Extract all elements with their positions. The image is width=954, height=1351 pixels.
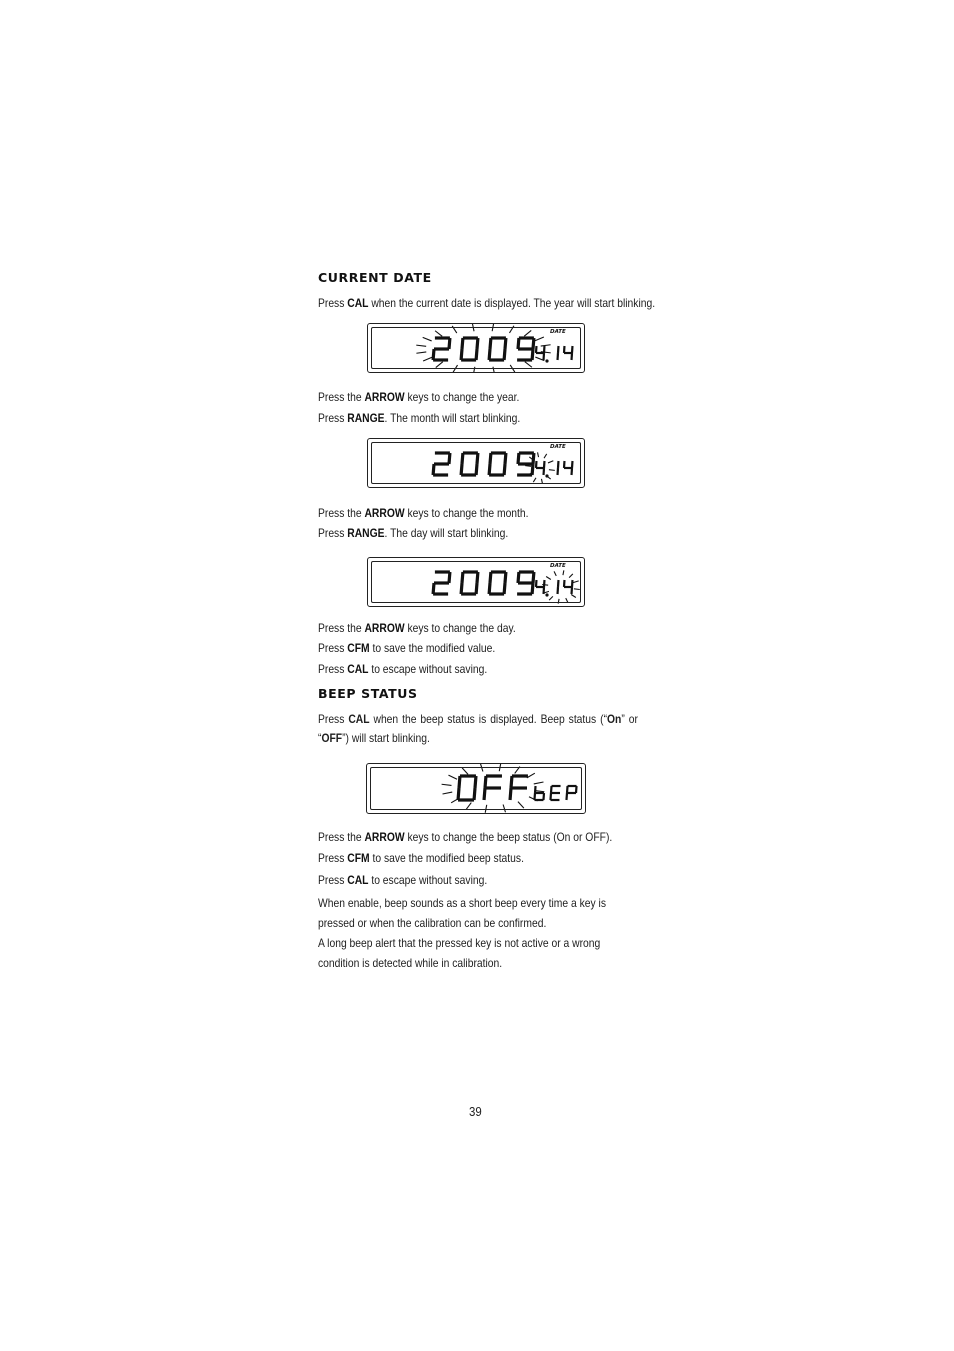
step-month-line-2 xyxy=(318,526,508,540)
blink-ray xyxy=(473,367,474,372)
digit-segment xyxy=(477,572,478,583)
text: Press the xyxy=(318,506,365,520)
page-number: 39 xyxy=(469,1104,482,1119)
digit-segment xyxy=(449,338,450,349)
key-name: CFM xyxy=(347,851,370,865)
decimal-point xyxy=(545,359,548,362)
beep-step-line-3 xyxy=(318,873,487,887)
text: Press the xyxy=(318,390,365,404)
blink-ray xyxy=(448,775,457,779)
text: when the beep status is displayed. Beep status (“ xyxy=(369,712,608,726)
lcd-date-tag: DATE xyxy=(550,563,566,569)
blink-ray xyxy=(492,324,493,331)
blink-ray xyxy=(527,473,532,475)
blink-ray xyxy=(525,362,532,368)
digit-segment xyxy=(489,464,490,475)
digit-segment xyxy=(490,453,491,464)
digit-segment xyxy=(505,453,506,464)
digit-segment xyxy=(504,583,505,594)
blink-ray xyxy=(451,798,459,803)
blink-ray xyxy=(416,352,426,353)
blink-ray xyxy=(558,599,559,604)
key-name: ARROW xyxy=(364,390,405,404)
text: to escape without saving. xyxy=(368,662,488,676)
section-heading-beep-status: BEEP STATUS xyxy=(318,686,418,701)
key-name: On xyxy=(607,712,622,726)
blink-ray xyxy=(435,331,442,337)
blink-ray xyxy=(549,596,553,600)
text: . The day will start blinking. xyxy=(384,526,509,540)
blink-ray xyxy=(546,476,550,479)
key-name: ARROW xyxy=(364,621,405,635)
digit-segment xyxy=(433,583,434,594)
key-name: OFF xyxy=(321,731,343,745)
blink-ray xyxy=(443,792,453,794)
digit-segment xyxy=(567,786,568,793)
step-year-line-1 xyxy=(318,390,519,404)
digit-segment xyxy=(518,338,519,349)
digit-segment xyxy=(518,572,519,583)
digit-segment xyxy=(485,776,486,788)
digit-segment xyxy=(533,572,534,583)
blink-ray xyxy=(525,466,531,467)
blink-ray xyxy=(485,805,486,813)
key-name: CAL xyxy=(348,712,370,726)
decimal-point xyxy=(545,474,548,477)
digit-segment xyxy=(461,583,462,594)
blink-ray xyxy=(527,773,535,778)
blink-ray xyxy=(535,357,544,361)
digit-segment xyxy=(505,572,506,583)
digit-segment xyxy=(534,793,535,800)
current-date-intro xyxy=(318,296,655,310)
key-name: ARROW xyxy=(364,830,405,844)
text: Press xyxy=(318,296,348,310)
blink-ray xyxy=(542,584,548,585)
step-year-line-2 xyxy=(318,411,520,425)
digit-segment xyxy=(489,349,490,360)
digit-segment xyxy=(551,786,552,793)
blink-ray xyxy=(423,337,432,341)
blink-ray xyxy=(554,571,556,575)
blink-ray xyxy=(481,764,483,771)
blink-ray xyxy=(573,581,579,583)
beep-status-intro xyxy=(318,710,638,748)
digit-segment xyxy=(532,583,533,594)
section-heading-current-date: CURRENT DATE xyxy=(318,270,432,285)
digit-segment xyxy=(566,793,567,800)
blink-ray xyxy=(515,767,520,774)
blink-ray xyxy=(544,454,547,458)
blink-ray xyxy=(453,365,457,372)
digit-segment xyxy=(533,338,534,349)
blink-ray xyxy=(462,768,468,774)
digit-segment xyxy=(433,349,434,360)
text: Press xyxy=(318,411,348,425)
lcd-date-tag: DATE xyxy=(550,329,566,335)
digit-segment xyxy=(490,572,491,583)
lcd-date-tag: DATE xyxy=(550,444,566,450)
digit-segment xyxy=(449,453,450,464)
digit-segment xyxy=(474,788,475,800)
digit-segment xyxy=(489,583,490,594)
blink-ray xyxy=(452,326,457,333)
digit-segment xyxy=(462,338,463,349)
text: Press the xyxy=(318,621,365,635)
lcd-display-month-blinking xyxy=(367,438,585,488)
beep-note-2: A long beep alert that the pressed key is not active or a wrong condition is detected while in calibration. xyxy=(318,936,601,970)
blink-ray xyxy=(541,345,551,346)
digit-segment xyxy=(504,464,505,475)
digit-segment xyxy=(477,338,478,349)
beep-step-line-2 xyxy=(318,851,524,865)
text: Press xyxy=(318,712,349,726)
digit-segment xyxy=(484,788,485,800)
beep-note-1: When enable, beep sounds as a short beep every time a key is pressed or when the calibration can be confirmed. xyxy=(318,896,606,930)
blink-ray xyxy=(442,784,452,785)
beep-step-line-1 xyxy=(318,830,612,844)
digit-segment xyxy=(576,786,577,793)
step-day-line-3 xyxy=(318,662,487,676)
key-name: RANGE xyxy=(347,526,385,540)
blink-ray xyxy=(529,797,538,801)
digit-segment xyxy=(504,349,505,360)
blink-ray xyxy=(574,589,580,590)
digit-segment xyxy=(511,776,512,788)
text: when the current date is displayed. The year will start blinking. xyxy=(368,296,656,310)
blink-ray xyxy=(569,574,573,578)
digit-segment xyxy=(462,453,463,464)
blink-ray xyxy=(472,324,474,331)
lcd-display-day-blinking xyxy=(367,557,585,607)
digit-segment xyxy=(459,776,460,788)
decimal-point xyxy=(545,593,548,596)
key-name: ARROW xyxy=(364,506,405,520)
step-day-line-2 xyxy=(318,641,495,655)
digit-segment xyxy=(475,776,476,788)
blink-ray xyxy=(538,452,539,457)
text: Press xyxy=(318,873,348,887)
blink-ray xyxy=(518,802,524,808)
blink-ray xyxy=(549,470,555,471)
blink-ray xyxy=(509,326,513,333)
digit-segment xyxy=(476,583,477,594)
lcd-display-year-blinking xyxy=(367,323,585,373)
key-name: CAL xyxy=(347,662,369,676)
digit-segment xyxy=(510,788,511,800)
blink-ray xyxy=(436,362,443,368)
step-month-line-1 xyxy=(318,506,529,520)
digit-segment xyxy=(458,788,459,800)
blink-ray xyxy=(503,805,505,813)
digit-segment xyxy=(476,349,477,360)
blink-ray xyxy=(541,479,542,484)
digit-segment xyxy=(550,793,551,800)
blink-ray xyxy=(563,570,564,575)
digit-segment xyxy=(461,464,462,475)
digit-segment xyxy=(449,572,450,583)
step-day-line-1 xyxy=(318,621,516,635)
key-name: RANGE xyxy=(347,411,385,425)
digit-segment xyxy=(461,349,462,360)
blink-ray xyxy=(548,461,553,463)
blink-ray xyxy=(566,598,568,602)
blink-ray xyxy=(510,365,515,372)
blink-ray xyxy=(533,478,536,482)
digit-segment xyxy=(462,572,463,583)
blink-ray xyxy=(535,791,545,792)
blink-ray xyxy=(499,764,500,771)
key-name: CFM xyxy=(347,641,370,655)
lcd-display-beep-off xyxy=(366,763,586,814)
key-name: CAL xyxy=(347,873,369,887)
text: ” or “ xyxy=(318,712,638,745)
digit-segment xyxy=(532,349,533,360)
digit-segment xyxy=(535,786,536,793)
text: Press xyxy=(318,641,348,655)
digit-segment xyxy=(490,338,491,349)
text: keys to change the year. xyxy=(404,390,520,404)
blink-ray xyxy=(416,345,426,346)
digit-segment xyxy=(433,464,434,475)
blink-ray xyxy=(493,367,495,372)
digit-segment xyxy=(533,453,534,464)
text: keys to change the beep status (On or OFF). xyxy=(404,830,613,844)
blink-ray xyxy=(546,577,551,580)
digit-segment xyxy=(518,453,519,464)
text: to escape without saving. xyxy=(368,873,488,887)
text: . The month will start blinking. xyxy=(384,411,521,425)
text: to save the modified beep status. xyxy=(369,851,524,865)
text: ”) will start blinking. xyxy=(342,731,430,745)
text: Press the xyxy=(318,830,365,844)
digit-segment xyxy=(532,464,533,475)
blink-ray xyxy=(423,357,432,361)
blink-ray xyxy=(466,803,471,810)
text: Press xyxy=(318,526,348,540)
text: Press xyxy=(318,662,348,676)
text: keys to change the month. xyxy=(404,506,529,520)
blink-ray xyxy=(543,591,549,593)
blink-ray xyxy=(529,457,533,460)
digit-segment xyxy=(477,453,478,464)
digit-segment xyxy=(543,793,544,800)
blink-ray xyxy=(571,594,576,597)
text: to save the modified value. xyxy=(369,641,496,655)
blink-ray xyxy=(524,330,531,336)
key-name: CAL xyxy=(347,296,369,310)
text: Press xyxy=(318,851,348,865)
digit-segment xyxy=(476,464,477,475)
lcd-segments xyxy=(367,764,585,813)
blink-ray xyxy=(534,782,544,784)
blink-ray xyxy=(541,352,551,353)
blink-ray xyxy=(535,337,544,341)
digit-segment xyxy=(505,338,506,349)
text: keys to change the day. xyxy=(404,621,516,635)
